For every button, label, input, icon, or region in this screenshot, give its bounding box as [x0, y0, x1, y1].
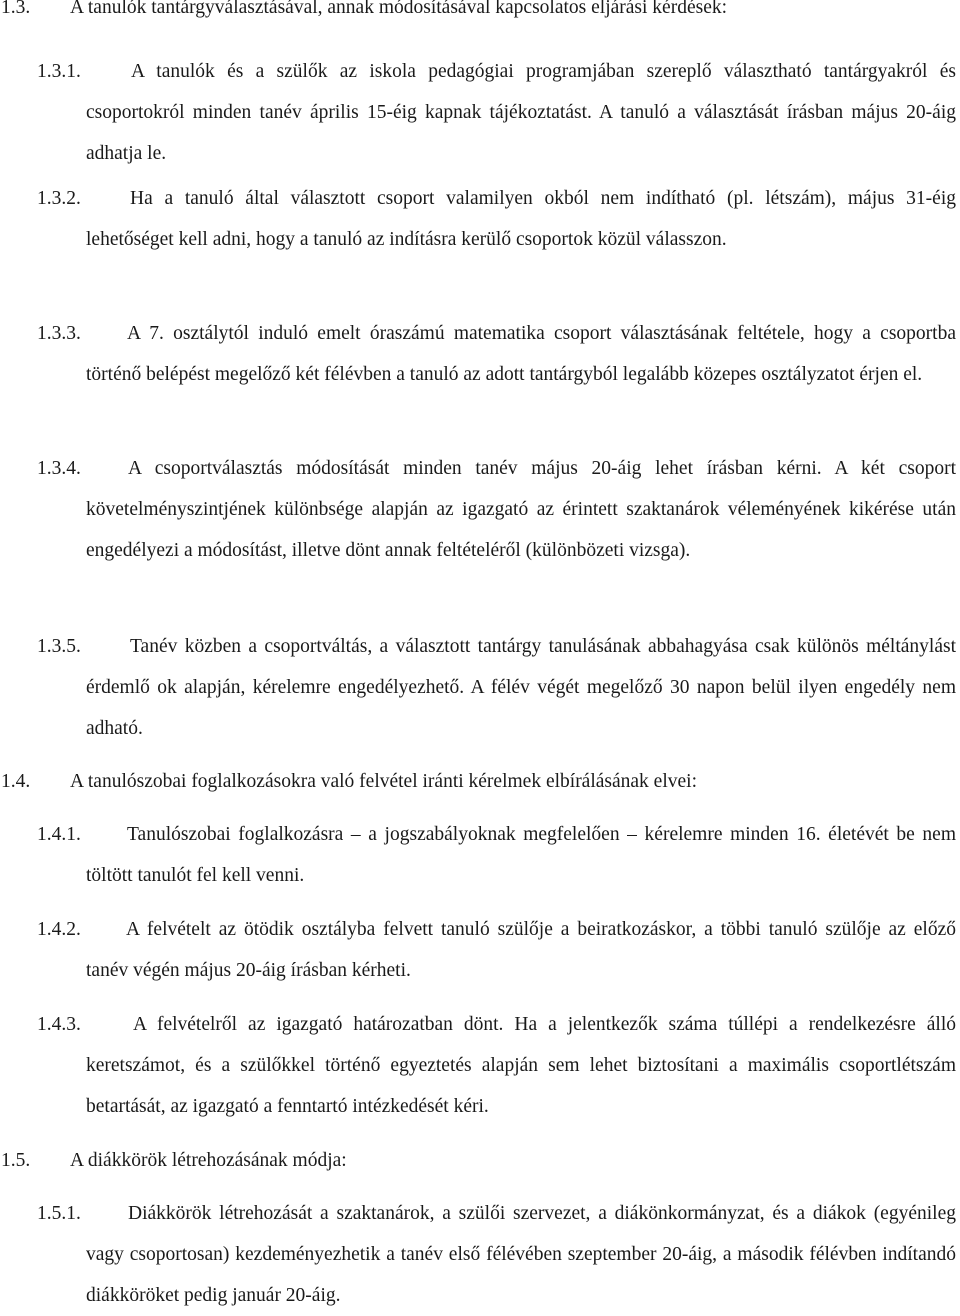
- item-number: 1.4.2.: [37, 919, 81, 940]
- item-number: 1.4.1.: [37, 824, 81, 845]
- section-number: 1.4.: [1, 771, 31, 792]
- item-number: 1.5.1.: [37, 1203, 81, 1224]
- section-title: A tanulók tantárgyválasztásával, annak módosításával kapcsolatos eljárási kérdések:: [70, 0, 728, 18]
- section-title: A tanulószobai foglalkozásokra való felvétel iránti kérelmek elbírálásának elvei:: [70, 771, 697, 792]
- item-paragraph: Ha a tanuló által választott csoport valamilyen okból nem indítható (pl. létszám), május 31-éig lehetőséget kell adni, hogy a tanuló az indításra kerülő csoportok közül válasszon.: [86, 188, 956, 250]
- item-paragraph: A felvételt az ötödik osztályba felvett tanuló szülője a beiratkozáskor, a többi tanuló szülője az előző tanév végén május 20-áig írásban kérheti.: [86, 919, 956, 981]
- section-title: A diákkörök létrehozásának módja:: [70, 1150, 347, 1171]
- item-number: 1.3.3.: [37, 323, 81, 344]
- item-number: 1.3.4.: [37, 458, 81, 479]
- item-paragraph: A felvételről az igazgató határozatban dönt. Ha a jelentkezők száma túllépi a rendelkezésre álló keretszámot, és a szülőkkel történő egyeztetés alapján sem lehet biztosítani a maximális csoportlétszám betartását, az igazgató a fenntartó intézkedését kéri.: [86, 1014, 956, 1117]
- item-number: 1.3.1.: [37, 61, 81, 82]
- item-number: 1.3.5.: [37, 636, 81, 657]
- item-paragraph: Diákkörök létrehozását a szaktanárok, a szülői szervezet, a diákönkormányzat, és a diákok (egyénileg vagy csoportosan) kezdeményezhetik a tanév első félévében szeptember 20-áig, a második félévben indítandó diákköröket pedig január 20-áig.: [86, 1203, 956, 1306]
- item-paragraph: A tanulók és a szülők az iskola pedagógiai programjában szereplő választható tantárgyakról és csoportokról minden tanév április 15-éig kapnak tájékoztatást. A tanuló a választását írásban május 20-áig adhatja le.: [86, 61, 956, 164]
- item-paragraph: A csoportválasztás módosítását minden tanév május 20-áig lehet írásban kérni. A két csoport követelményszintjének különbsége alapján az igazgató az érintett szaktanárok véleményének kikérése után engedélyezi a módosítást, illetve dönt annak feltételéről (különbözeti vizsga).: [86, 458, 956, 561]
- section-number: 1.5.: [1, 1150, 31, 1171]
- item-paragraph: Tanulószobai foglalkozásra – a jogszabályoknak megfelelően – kérelemre minden 16. életévét be nem töltött tanulót fel kell venni.: [86, 824, 956, 886]
- item-number: 1.4.3.: [37, 1014, 81, 1035]
- item-number: 1.3.2.: [37, 188, 81, 209]
- item-paragraph: A 7. osztálytól induló emelt óraszámú matematika csoport választásának feltétele, hogy a csoportba történő belépést megelőző két félévben a tanuló az adott tantárgyból legalább közepes osztályzatot érjen el.: [86, 323, 956, 385]
- section-number: 1.3.: [1, 0, 31, 18]
- item-paragraph: Tanév közben a csoportváltás, a választott tantárgy tanulásának abbahagyása csak különös méltánylást érdemlő ok alapján, kérelemre engedélyezhető. A félév végét megelőző 30 napon belül ilyen engedély nem adható.: [86, 636, 956, 739]
